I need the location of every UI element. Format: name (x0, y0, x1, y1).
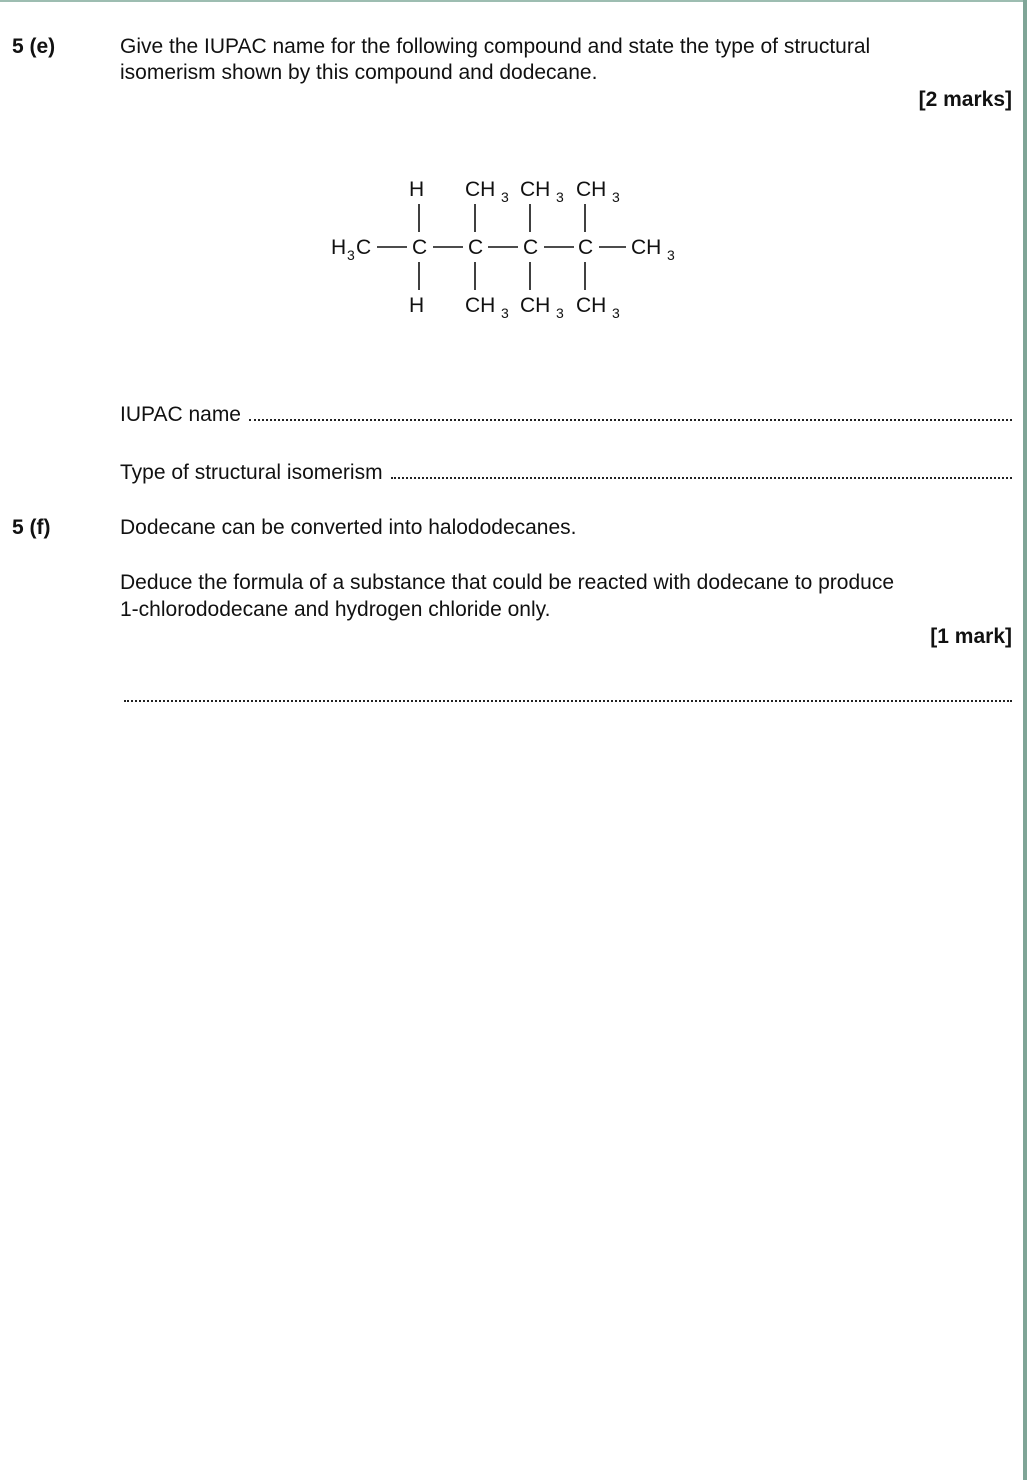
isomerism-type-label: Type of structural isomerism (120, 461, 383, 484)
svg-text:H: H (331, 236, 347, 259)
structural-formula (325, 170, 695, 330)
question-5e-marks: [2 marks] (918, 88, 1012, 111)
top-methyl-3 (576, 178, 620, 205)
iupac-name-label: IUPAC name (120, 403, 241, 426)
question-5f-line-1: Dodecane can be converted into halododecanes. (120, 516, 577, 539)
question-5f-dotted-line[interactable] (124, 682, 1012, 702)
svg-text:C: C (356, 236, 372, 259)
backbone-carbon-3: C (523, 236, 539, 259)
question-number-5f: 5 (f) (12, 516, 51, 539)
question-5f-marks: [1 mark] (930, 625, 1012, 648)
bottom-methyl-1 (465, 294, 509, 321)
svg-text:3: 3 (667, 247, 675, 263)
top-methyl-1 (465, 178, 509, 205)
question-5e-line-2: isomerism shown by this compound and dodecane. (120, 61, 598, 84)
backbone-carbon-4: C (578, 236, 594, 259)
question-5e-line-1: Give the IUPAC name for the following compound and state the type of structural (120, 35, 871, 58)
page-top-border (0, 0, 1027, 2)
page-right-border (1023, 0, 1027, 1480)
isomerism-type-dotted-line[interactable] (391, 459, 1012, 479)
iupac-name-answer-line[interactable] (120, 401, 1012, 428)
question-5f-line-2: Deduce the formula of a substance that could be reacted with dodecane to produce (120, 571, 895, 594)
question-5f-answer-line[interactable] (120, 682, 1012, 702)
svg-text:3: 3 (501, 189, 509, 205)
svg-text:3: 3 (556, 305, 564, 321)
svg-text:CH: CH (631, 236, 662, 259)
question-number-5e: 5 (e) (12, 35, 56, 58)
svg-text:CH: CH (520, 294, 551, 317)
backbone-carbon-2: C (468, 236, 484, 259)
backbone-carbon-1: C (412, 236, 428, 259)
svg-text:CH: CH (576, 178, 607, 201)
left-methyl-group (331, 236, 371, 263)
svg-text:CH: CH (520, 178, 551, 201)
bottom-methyl-2 (520, 294, 564, 321)
svg-text:3: 3 (556, 189, 564, 205)
svg-text:CH: CH (465, 294, 496, 317)
svg-text:3: 3 (612, 305, 620, 321)
svg-text:3: 3 (612, 189, 620, 205)
svg-text:CH: CH (465, 178, 496, 201)
right-methyl-group (631, 236, 675, 263)
bottom-h-atom: H (409, 294, 425, 317)
svg-text:CH: CH (576, 294, 607, 317)
question-5f-line-3: 1-chlorododecane and hydrogen chloride only. (120, 598, 551, 621)
isomerism-type-answer-line[interactable] (120, 459, 1012, 486)
svg-text:3: 3 (501, 305, 509, 321)
bottom-methyl-3 (576, 294, 620, 321)
svg-text:3: 3 (347, 247, 355, 263)
iupac-name-dotted-line[interactable] (249, 401, 1012, 421)
top-methyl-2 (520, 178, 564, 205)
top-h-atom: H (409, 178, 425, 201)
